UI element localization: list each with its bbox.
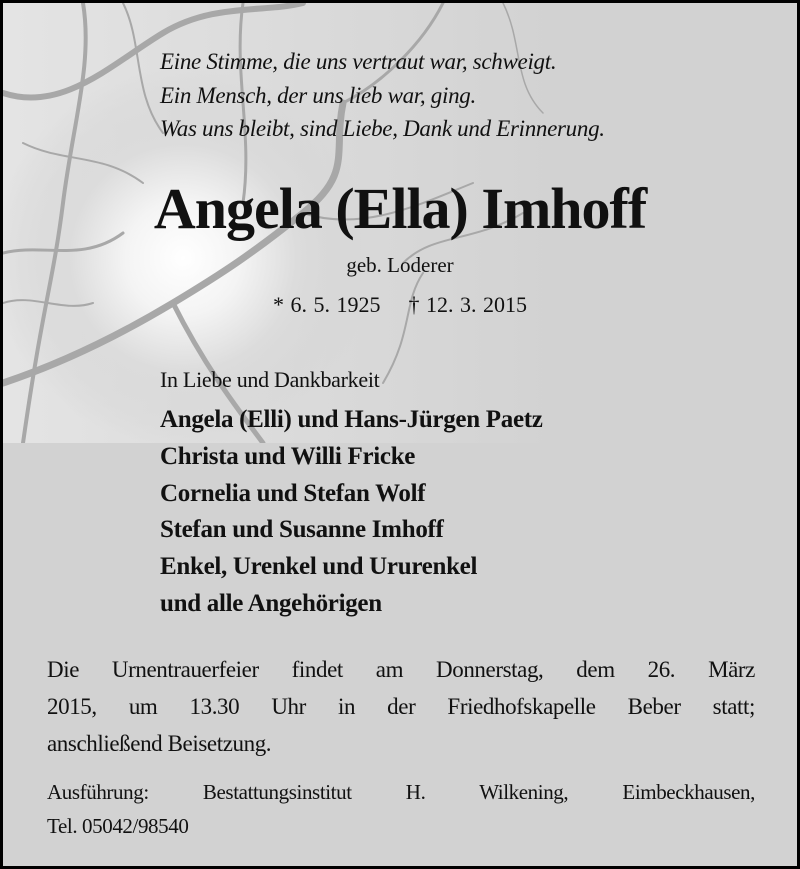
ceremony-line: Die Urnentrauerfeier findet am Donnerstag, dem 26. März: [47, 657, 755, 682]
death-date: † 12. 3. 2015: [408, 292, 527, 317]
life-dates: [3, 292, 797, 318]
deceased-name: Angela (Ella) Imhoff: [153, 176, 647, 241]
mourner-name: und alle Angehörigen: [160, 590, 382, 617]
birth-name: geb. Loderer: [346, 253, 454, 277]
mourner-name: Cornelia und Stefan Wolf: [160, 480, 426, 507]
poem-line: Eine Stimme, die uns vertraut war, schweigt.: [160, 49, 557, 74]
funeral-home-phone: Tel. 05042/98540: [47, 814, 189, 838]
funeral-home-info: [47, 775, 755, 843]
mourner-name: Angela (Elli) und Hans-Jürgen Paetz: [160, 406, 543, 433]
mourner-name: Enkel, Urenkel und Ururenkel: [160, 553, 478, 580]
mourners-intro: In Liebe und Dankbarkeit: [160, 367, 380, 392]
mourner-name: Christa und Willi Fricke: [160, 443, 416, 470]
ceremony-line: 2015, um 13.30 Uhr in der Friedhofskapelle Beber statt;: [47, 694, 755, 719]
mourner-name: Stefan und Susanne Imhoff: [160, 516, 444, 543]
poem-line: Was uns bleibt, sind Liebe, Dank und Erinnerung.: [160, 116, 605, 141]
birth-date: * 6. 5. 1925: [273, 292, 381, 317]
poem-line: Ein Mensch, der uns lieb war, ging.: [160, 83, 476, 108]
ceremony-notice: [47, 651, 755, 762]
ceremony-line: anschließend Beisetzung.: [47, 731, 272, 756]
obituary-notice: [3, 3, 797, 866]
funeral-home-line: Ausführung: Bestattungsinstitut H. Wilkening, Eimbeckhausen,: [47, 780, 755, 804]
